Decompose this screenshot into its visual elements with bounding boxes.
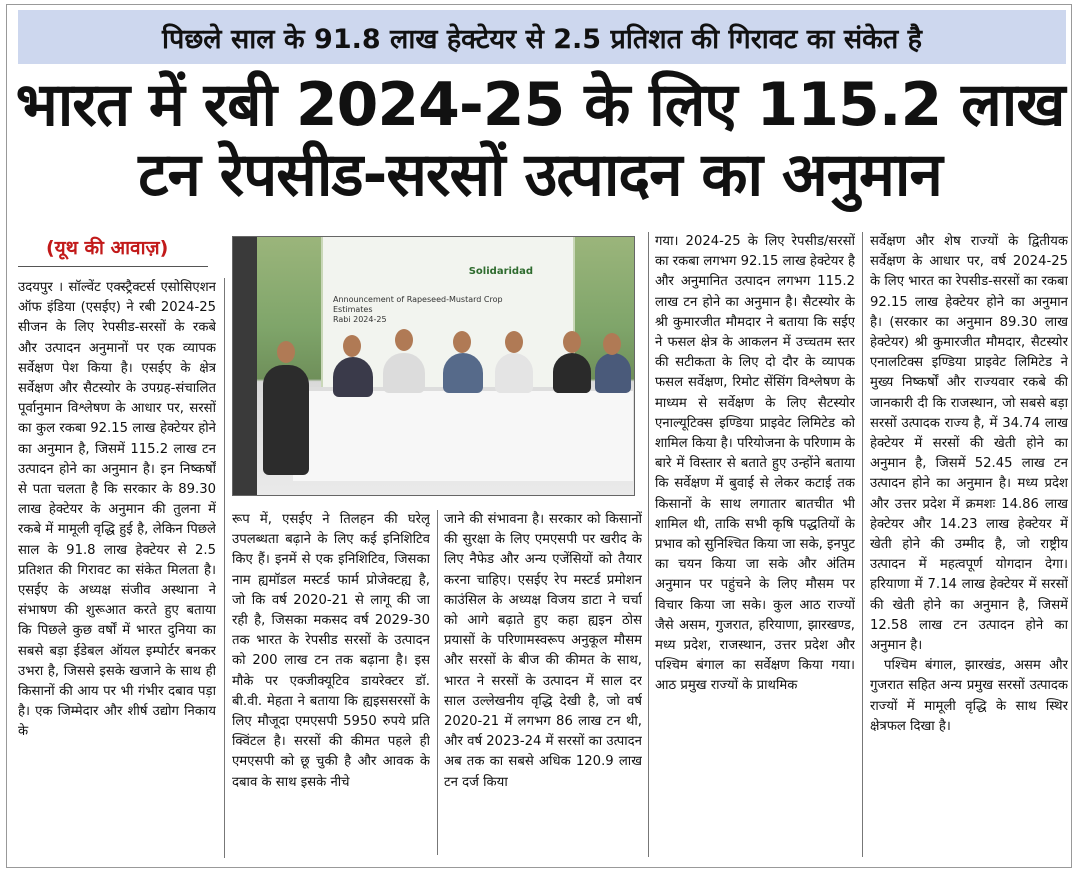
column-divider xyxy=(862,232,863,857)
photo-person-head xyxy=(277,341,295,363)
event-photo xyxy=(232,236,635,496)
photo-person xyxy=(553,353,591,393)
photo-banner-line-2: Rabi 2024-25 xyxy=(333,315,387,324)
headline-line-1: भारत में रबी 2024-25 के लिए 115.2 लाख xyxy=(15,70,1065,140)
column-1-text: उदयपुर । सॉल्वेंट एक्स्ट्रैक्टर्स एसोसिएशन ऑफ इंडिया (एसईए) ने रबी 2024-25 सीजन के लिए रेपसीड-सरसों के रकबे और उत्पादन अनुमानों पर एक व्यापक सर्वेक्षण पेश किया है। एसईए के क्षेत्र सर्वेक्षण और सैटस्योर के उपग्रह-संचालित पूर्वानुमान विश्लेषण के आधार पर, सरसों का कुल रकबा 92.15 लाख हेक्टेयर होने का अनुमान है, जिसमें 115.2 लाख टन उत्पादन होने का अनुमान है। इन निष्कर्षों से पता चलता है कि सरकार के 89.30 लाख हेक्टेयर के अनुमान की तुलना में रकबे में मामूली वृद्धि हुई है, लेकिन पिछले साल के 91.8 लाख हेक्टेयर से 2.5 प्रतिशत की गिरावट का संकेत मिलता है। एसईए के अध्यक्ष संजीव अस्थाना ने संभाषण की शुरूआत करते हुए बताया कि पिछले कुछ वर्षों में भारत दुनिया का सबसे बड़ा ईडेबल ऑयल इम्पोर्टर बनकर उभरा है, जिससे इसके खजाने के साथ ही किसानों की आय पर भी गंभीर दबाव पड़ा है। एक जिम्मेदार और शीर्ष उद्योग निकाय के xyxy=(18,280,216,740)
kicker-text: पिछले साल के 91.8 लाख हेक्टेयर से 2.5 प्रतिशत की गिरावट का संकेत है xyxy=(161,23,922,55)
column-divider xyxy=(224,278,225,858)
photo-person xyxy=(495,353,533,393)
photo-banner-text xyxy=(333,267,533,325)
photo-person xyxy=(595,353,631,393)
article-column-4 xyxy=(655,232,855,857)
article-column-1 xyxy=(18,278,216,858)
article-column-2 xyxy=(232,510,430,855)
column-5-text-b: पश्चिम बंगाल, झारखंड, असम और गुजरात सहित अन्य प्रमुख सरसों उत्पादक राज्यों में मामूली वृद्धि के साथ स्थिर क्षेत्रफल दिखा है। xyxy=(870,658,1068,734)
kicker-banner xyxy=(18,10,1066,64)
photo-banner-line-1: Announcement of Rapeseed-Mustard Crop Estimates xyxy=(333,295,503,314)
column-divider xyxy=(437,510,438,855)
column-2-text: रूप में, एसईए ने तिलहन की घरेलू उपलब्धता बढ़ाने के लिए कई इनिशिटिव किए हैं। इनमें से एक इनिशिटिव, जिसका नाम ह्यमॉडल मस्टर्ड फार्म प्रोजेक्टह्य है, जो कि वर्ष 2020-21 से लागू की जा रही है, जिसका मकसद वर्ष 2029-30 तक भारत के रेपसीड सरसों के उत्पादन को 200 लाख टन तक बढ़ाना है। इस मौके पर एक्जीक्यूटिव डायरेक्टर डॉ. बी.वी. मेहता ने बताया कि ह्यइससरसों के लिए मौजूदा एमएसपी 5950 रुपये प्रति क्विंटल है। सरसों की कीमत पहले ही एमएसपी को छू चुकी है और आवक के दबाव के साथ इसके नीचे xyxy=(232,512,430,790)
column-5-text-a: सर्वेक्षण और शेष राज्यों के द्वितीयक सर्वेक्षण के आधार पर, वर्ष 2024-25 के लिए भारत का रेपसीड-सरसों का रकबा 92.15 लाख हेक्टेयर होने का अनुमान है। (सरकार का अनुमान 89.30 लाख हेक्टेयर) श्री कुमारजीत मौमदार, सैटस्योर एनालटिक्स इण्डिया प्राइवेट लिमिटेड ने मुख्य निष्कर्षों और राज्यवार रकबे की जानकारी दी कि राजस्थान, जो सबसे बड़ा सरसों उत्पादक राज्य है, में 34.74 लाख हेक्टेयर में सरसों की खेती होने का अनुमान है, जिसमें 52.45 लाख टन उत्पादन होने का अनुमान है। मध्य प्रदेश और उत्तर प्रदेश में क्रमशः 14.86 लाख हेक्टेयर और 14.23 लाख हेक्टेयर में खेती होने की उम्मीद है, जो राष्ट्रीय उत्पादन में महत्वपूर्ण योगदान देगा। हरियाणा में 7.14 लाख हेक्टेयर में सरसों की खेती होने का अनुमान है, जिसमें 12.58 लाख टन उत्पादन होने का अनुमान है। xyxy=(870,234,1068,654)
headline xyxy=(10,72,1070,208)
photo-table xyxy=(293,387,633,481)
photo-person-head xyxy=(453,331,471,353)
photo-person xyxy=(443,353,483,393)
photo-banner-org: Solidaridad xyxy=(468,266,533,277)
column-4-text: गया। 2024-25 के लिए रेपसीड/सरसों का रकबा लगभग 92.15 लाख हेक्टेयर है और अनुमानित उत्पादन लगभग 115.2 लाख टन होने का अनुमान है। सैटस्योर के श्री कुमारजीत मौमदार ने बताया कि सईए ने फसल क्षेत्र के आकलन में उच्चतम स्तर की सटीकता के लिए दो दौर के व्यापक फसल सर्वेक्षण, रिमोट सेंसिंग विश्लेषण के माध्यम से सर्वेक्षण के लिए सैटस्योर एनाल्यूटिक्स इण्डिया प्राइवेट लिमिटेड को शामिल किया है। परियोजना के परिणाम के बारे में विस्तार से बताते हुए उन्होंने बताया कि सर्वेक्षण में बुवाई से लेकर कटाई तक किसानों के साथ लगातार बातचीत भी शामिल थी, ताकि सभी कृषि पद्धतियों के प्रभाव को सुनिश्चित किया जा सके, इनपुट का चयन किया जा सके और अंतिम अनुमान पर पहुंचने के लिए मौसम पर विचार किया जा सके। कुल आठ राज्यों जैसे असम, गुजरात, हरियाणा, झारखण्ड, मध्य प्रदेश, राजस्थान, उत्तर प्रदेश और पश्चिम बंगाल का सर्वेक्षण किया गया। आठ प्रमुख राज्यों के प्राथमिक xyxy=(655,234,855,694)
byline-divider xyxy=(18,266,208,267)
photo-person-head xyxy=(343,335,361,357)
article-column-5 xyxy=(870,232,1068,857)
byline: (यूथ की आवाज़) xyxy=(46,237,169,259)
photo-person-head xyxy=(563,331,581,353)
photo-person xyxy=(333,357,373,397)
photo-person-head xyxy=(603,333,621,355)
photo-person xyxy=(263,365,309,475)
column-divider xyxy=(648,232,649,857)
column-3-text: जाने की संभावना है। सरकार को किसानों की सुरक्षा के लिए एमएसपी पर खरीद के लिए नैफेड और अन्य एजेंसियों को तैयार करना चाहिए। एसईए रेप मस्टर्ड प्रमोशन काउंसिल के अध्यक्ष विजय डाटा ने चर्चा को आगे बढ़ाते हुए कहा ह्यइन ठोस प्रयासों के परिणामस्वरूप अनुकूल मौसम और सरसों के बीज की कीमत के साथ, भारत ने सरसों के उत्पादन में साल दर साल उल्लेखनीय वृद्धि देखी है, जो वर्ष 2020-21 में लगभग 86 लाख टन थी, और वर्ष 2023-24 में सरसों का उत्पादन अब तक का सबसे अधिक 120.9 लाख टन दर्ज किया xyxy=(444,512,642,790)
photo-person xyxy=(383,353,425,393)
photo-curtain xyxy=(233,237,257,496)
article-column-3 xyxy=(444,510,642,855)
photo-person-head xyxy=(505,331,523,353)
photo-person-head xyxy=(395,329,413,351)
headline-line-2: टन रेपसीड-सरसों उत्पादन का अनुमान xyxy=(138,140,942,210)
